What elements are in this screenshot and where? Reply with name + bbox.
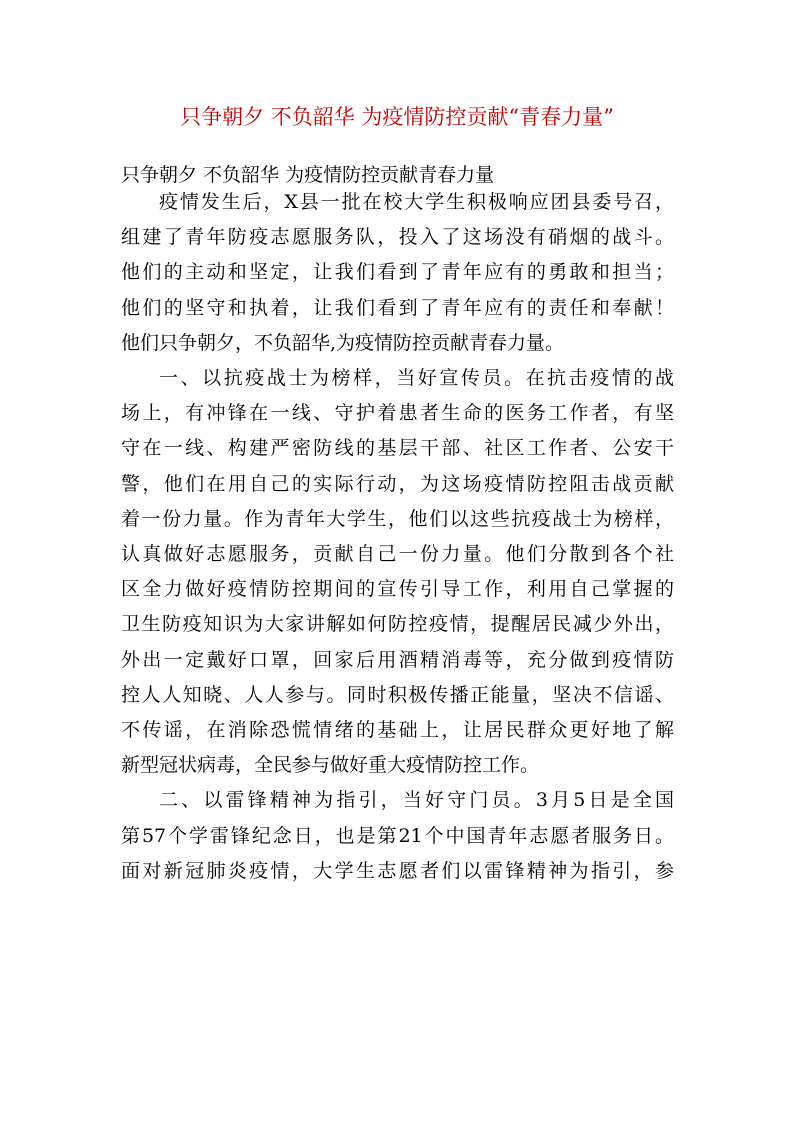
text-line: 二、以雷锋精神为指引，当好守门员。3月5日是全国 <box>159 789 674 812</box>
text-line: 着一份力量。作为青年大学生，他们以这些抗疫战士为榜样， <box>121 507 674 530</box>
text-line: 认真做好志愿服务，贡献自己一份力量。他们分散到各个社 <box>121 543 674 566</box>
paragraph-1 <box>121 185 674 361</box>
text-line: 他们只争朝夕，不负韶华,为疫情防控贡献青春力量。 <box>121 331 565 354</box>
text-line: 守在一线、构建严密防线的基层干部、社区工作者、公安干 <box>121 437 674 460</box>
text-line: 第57个学雷锋纪念日，也是第21个中国青年志愿者服务日。 <box>121 824 674 847</box>
text-line: 一、以抗疫战士为榜样，当好宣传员。在抗击疫情的战 <box>159 367 674 390</box>
text-line: 场上，有冲锋在一线、守护着患者生命的医务工作者，有坚 <box>121 402 674 425</box>
text-line: 外出一定戴好口罩，回家后用酒精消毒等，充分做到疫情防 <box>121 648 674 671</box>
text-line: 他们的坚守和执着，让我们看到了青年应有的责任和奉献！ <box>121 296 674 319</box>
document-subtitle: 只争朝夕 不负韶华 为疫情防控贡献青春力量 <box>121 164 495 186</box>
document-title: 只争朝夕 不负韶华 为疫情防控贡献“青春力量” <box>180 105 614 129</box>
text-line: 他们的主动和坚定，让我们看到了青年应有的勇敢和担当； <box>121 261 674 284</box>
text-line: 警，他们在用自己的实际行动，为这场疫情防控阻击战贡献 <box>121 472 674 495</box>
document-body <box>121 185 674 889</box>
text-line: 控人人知晓、人人参与。同时积极传播正能量，坚决不信谣、 <box>121 683 674 706</box>
text-line: 组建了青年防疫志愿服务队，投入了这场没有硝烟的战斗。 <box>121 226 674 249</box>
text-line: 疫情发生后，X县一批在校大学生积极响应团县委号召， <box>159 191 674 213</box>
text-line: 新型冠状病毒，全民参与做好重大疫情防控工作。 <box>121 754 540 777</box>
text-line: 不传谣，在消除恐慌情绪的基础上，让居民群众更好地了解 <box>121 719 674 742</box>
text-line: 区全力做好疫情防控期间的宣传引导工作，利用自己掌握的 <box>121 578 674 601</box>
text-line: 面对新冠肺炎疫情，大学生志愿者们以雷锋精神为指引，参 <box>121 859 674 882</box>
text-line: 卫生防疫知识为大家讲解如何防控疫情，提醒居民减少外出， <box>121 613 674 636</box>
paragraph-3 <box>121 783 674 889</box>
paragraph-2 <box>121 361 674 783</box>
